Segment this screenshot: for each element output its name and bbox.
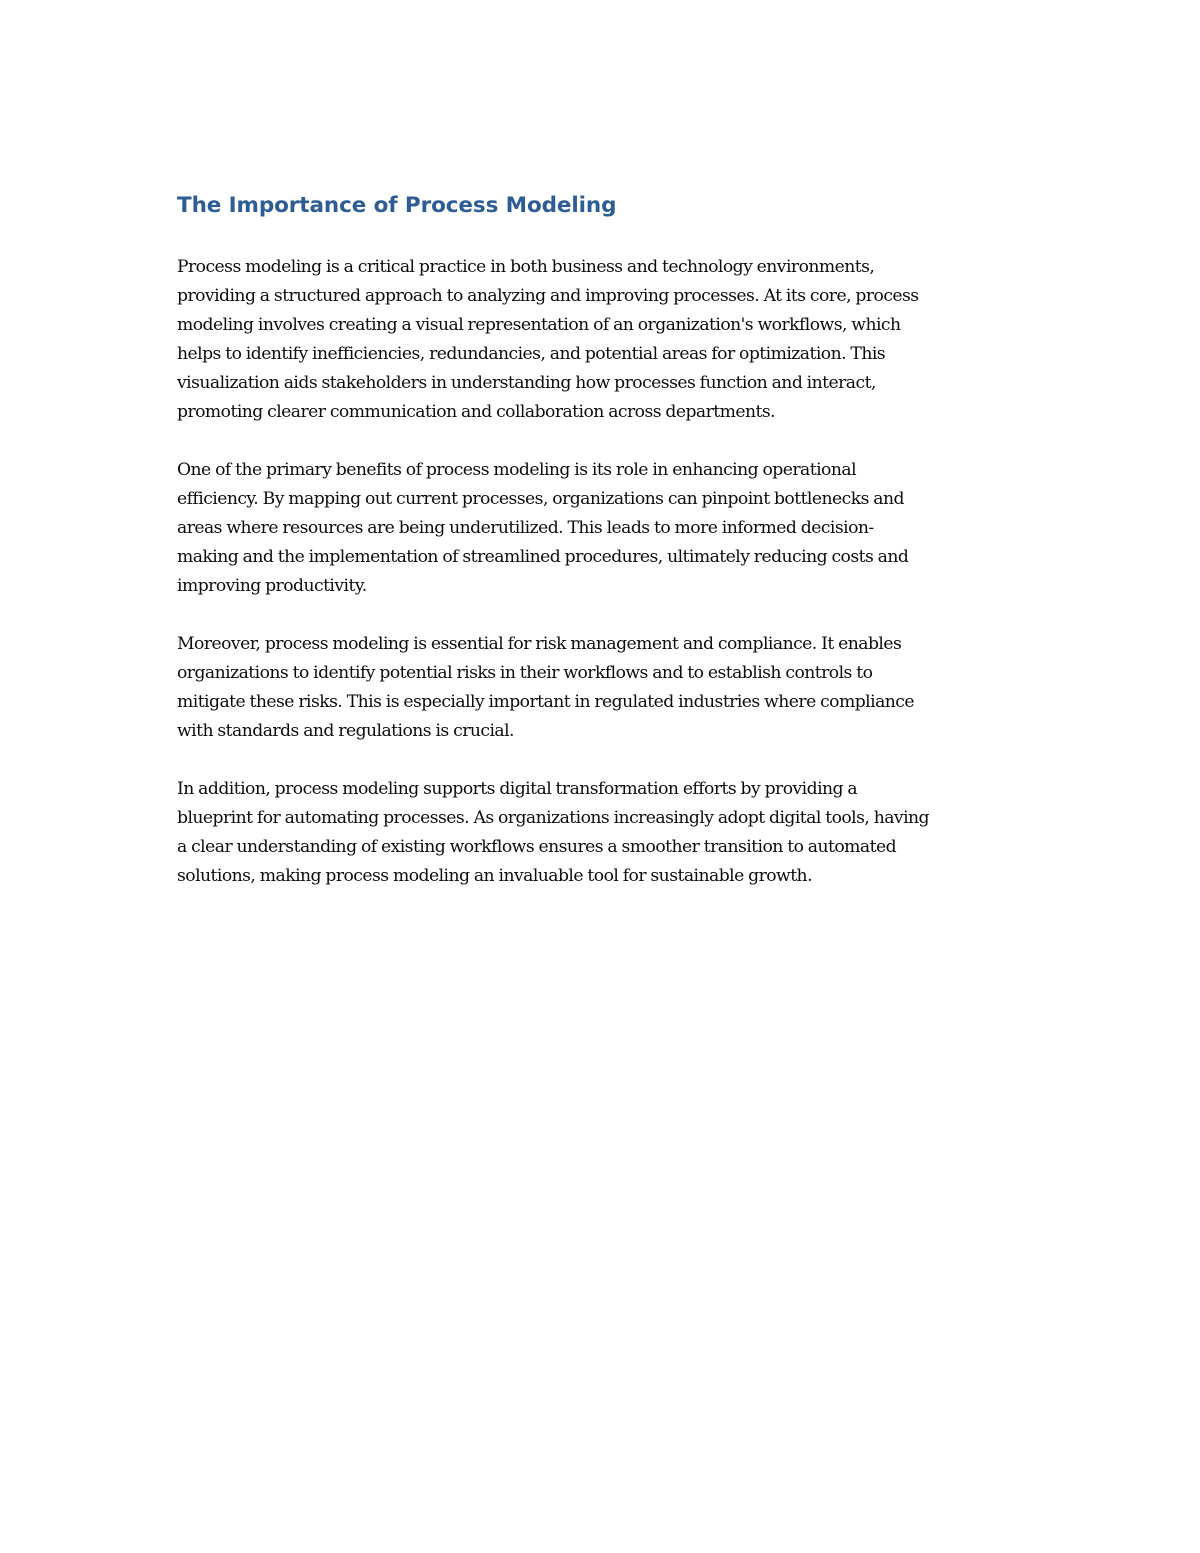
paragraph-operational-efficiency: One of the primary benefits of process modeling is its role in enhancing operational efficiency. By mapping out current processes, organizations can pinpoint bottlenecks and areas where resources are being underutilized. This leads to more informed decision- making and the implementation of streamlined procedures, ultimately reducing costs and improving productivity. — [177, 460, 909, 596]
document-title: The Importance of Process Modeling — [177, 193, 617, 218]
paragraph-intro: Process modeling is a critical practice in both business and technology environments, providing a structured approach to analyzing and improving processes. At its core, process modeling involves creating a visual representation of an organization's workflows, which helps to identify inefficiencies, redundancies, and potential areas for optimization. This visualization aids stakeholders in understanding how processes function and interact, promoting clearer communication and collaboration across departments. — [177, 257, 919, 422]
paragraph-digital-transformation: In addition, process modeling supports digital transformation efforts by providing a blueprint for automating processes. As organizations increasingly adopt digital tools, having a clear understanding of existing workflows ensures a smoother transition to automated solutions, making process modeling an invaluable tool for sustainable growth. — [177, 779, 930, 886]
document-body — [177, 190, 1037, 920]
paragraph-risk-compliance: Moreover, process modeling is essential for risk management and compliance. It enables organizations to identify potential risks in their workflows and to establish controls to mitigate these risks. This is especially important in regulated industries where compliance with standards and regulations is crucial. — [177, 634, 914, 741]
